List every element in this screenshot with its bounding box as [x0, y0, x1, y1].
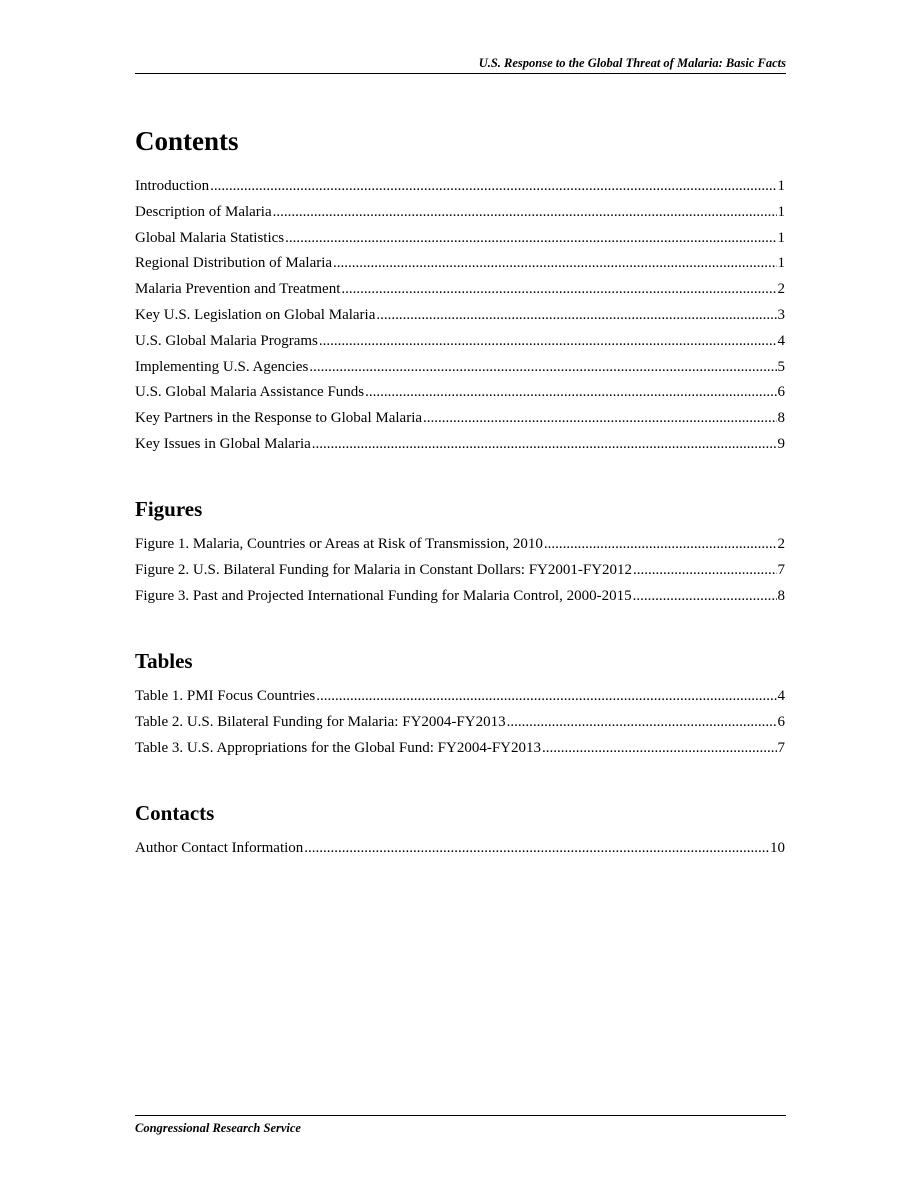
contents-entry[interactable] [135, 434, 785, 460]
toc-entry-label: Table 3. U.S. Appropriations for the Global Fund: FY2004-FY2013 [135, 739, 542, 756]
toc-entry-label: Key Partners in the Response to Global Malaria [135, 410, 423, 427]
contents-entry[interactable] [135, 253, 785, 279]
figures-list [135, 534, 785, 611]
toc-entry-label: Malaria Prevention and Treatment [135, 281, 341, 298]
dot-leader [341, 279, 776, 299]
tables-entry[interactable] [135, 738, 785, 764]
contents-entry[interactable] [135, 279, 785, 305]
dot-leader [423, 408, 776, 428]
tables-heading: Tables [135, 649, 193, 673]
dot-leader [633, 586, 777, 606]
tables-entry[interactable] [135, 712, 785, 738]
dot-leader [376, 305, 776, 325]
toc-page-number: 7 [777, 561, 785, 578]
dot-leader [319, 331, 777, 351]
dot-leader [333, 253, 776, 273]
toc-entry-label: Key U.S. Legislation on Global Malaria [135, 306, 376, 323]
toc-page-number: 7 [777, 739, 785, 756]
figures-entry[interactable] [135, 560, 785, 586]
dot-leader [316, 686, 776, 706]
toc-entry-label: Table 2. U.S. Bilateral Funding for Malaria: FY2004-FY2013 [135, 713, 506, 730]
dot-leader [507, 712, 777, 732]
dot-leader [285, 228, 776, 248]
toc-page-number: 8 [777, 587, 785, 604]
contents-entry[interactable] [135, 408, 785, 434]
toc-entry-label: Implementing U.S. Agencies [135, 358, 309, 375]
dot-leader [633, 560, 776, 580]
toc-page-number: 1 [777, 178, 785, 194]
contents-entry[interactable] [135, 382, 785, 408]
toc-page-number: 1 [777, 203, 785, 220]
toc-entry-label: Figure 1. Malaria, Countries or Areas at Risk of Transmission, 2010 [135, 536, 543, 552]
tables-entry[interactable] [135, 686, 785, 712]
toc-page-number: 1 [777, 255, 785, 272]
toc-page-number: 6 [777, 713, 785, 730]
toc-page-number: 9 [777, 435, 785, 452]
contents-title: Contents [135, 126, 239, 156]
toc-entry-label: Introduction [135, 178, 210, 194]
toc-page-number: 5 [777, 358, 785, 375]
toc-entry-label: Global Malaria Statistics [135, 229, 285, 246]
contents-entry[interactable] [135, 305, 785, 331]
toc-entry-label: Regional Distribution of Malaria [135, 255, 333, 272]
toc-page-number: 4 [777, 688, 785, 704]
footer-rule [135, 1115, 786, 1116]
toc-page-number: 8 [777, 410, 785, 427]
toc-entry-label: Description of Malaria [135, 203, 272, 220]
toc-entry-label: U.S. Global Malaria Assistance Funds [135, 384, 365, 401]
dot-leader [365, 382, 776, 402]
toc-page-number: 2 [777, 536, 785, 552]
contacts-list [135, 838, 785, 864]
contents-entry[interactable] [135, 202, 785, 228]
contents-entry[interactable] [135, 176, 785, 202]
toc-page-number: 3 [777, 306, 785, 323]
toc-page-number: 4 [777, 332, 785, 349]
contacts-heading: Contacts [135, 801, 215, 825]
figures-heading: Figures [135, 497, 203, 521]
dot-leader [542, 738, 776, 758]
running-footer: Congressional Research Service [135, 1121, 301, 1135]
tables-list [135, 686, 785, 763]
figures-entry[interactable] [135, 534, 785, 560]
contacts-entry[interactable] [135, 838, 785, 864]
contents-entry[interactable] [135, 228, 785, 254]
dot-leader [304, 838, 769, 858]
dot-leader [312, 434, 777, 454]
toc-page-number: 1 [777, 229, 785, 246]
contents-list [135, 176, 785, 460]
toc-page-number: 6 [777, 384, 785, 401]
header-rule [135, 73, 786, 74]
dot-leader [309, 357, 776, 377]
toc-page-number: 10 [770, 840, 785, 856]
toc-entry-label: Author Contact Information [135, 840, 304, 856]
toc-entry-label: Table 1. PMI Focus Countries [135, 688, 316, 704]
dot-leader [544, 534, 777, 554]
dot-leader [210, 176, 776, 196]
contents-entry[interactable] [135, 357, 785, 383]
contents-entry[interactable] [135, 331, 785, 357]
toc-entry-label: U.S. Global Malaria Programs [135, 332, 318, 349]
figures-entry[interactable] [135, 586, 785, 612]
toc-entry-label: Figure 3. Past and Projected International Funding for Malaria Control, 2000-2015 [135, 587, 632, 604]
toc-entry-label: Figure 2. U.S. Bilateral Funding for Malaria in Constant Dollars: FY2001-FY2012 [135, 561, 633, 578]
dot-leader [273, 202, 777, 222]
toc-page-number: 2 [777, 281, 785, 298]
toc-entry-label: Key Issues in Global Malaria [135, 435, 311, 452]
running-header: U.S. Response to the Global Threat of Malaria: Basic Facts [478, 56, 786, 70]
